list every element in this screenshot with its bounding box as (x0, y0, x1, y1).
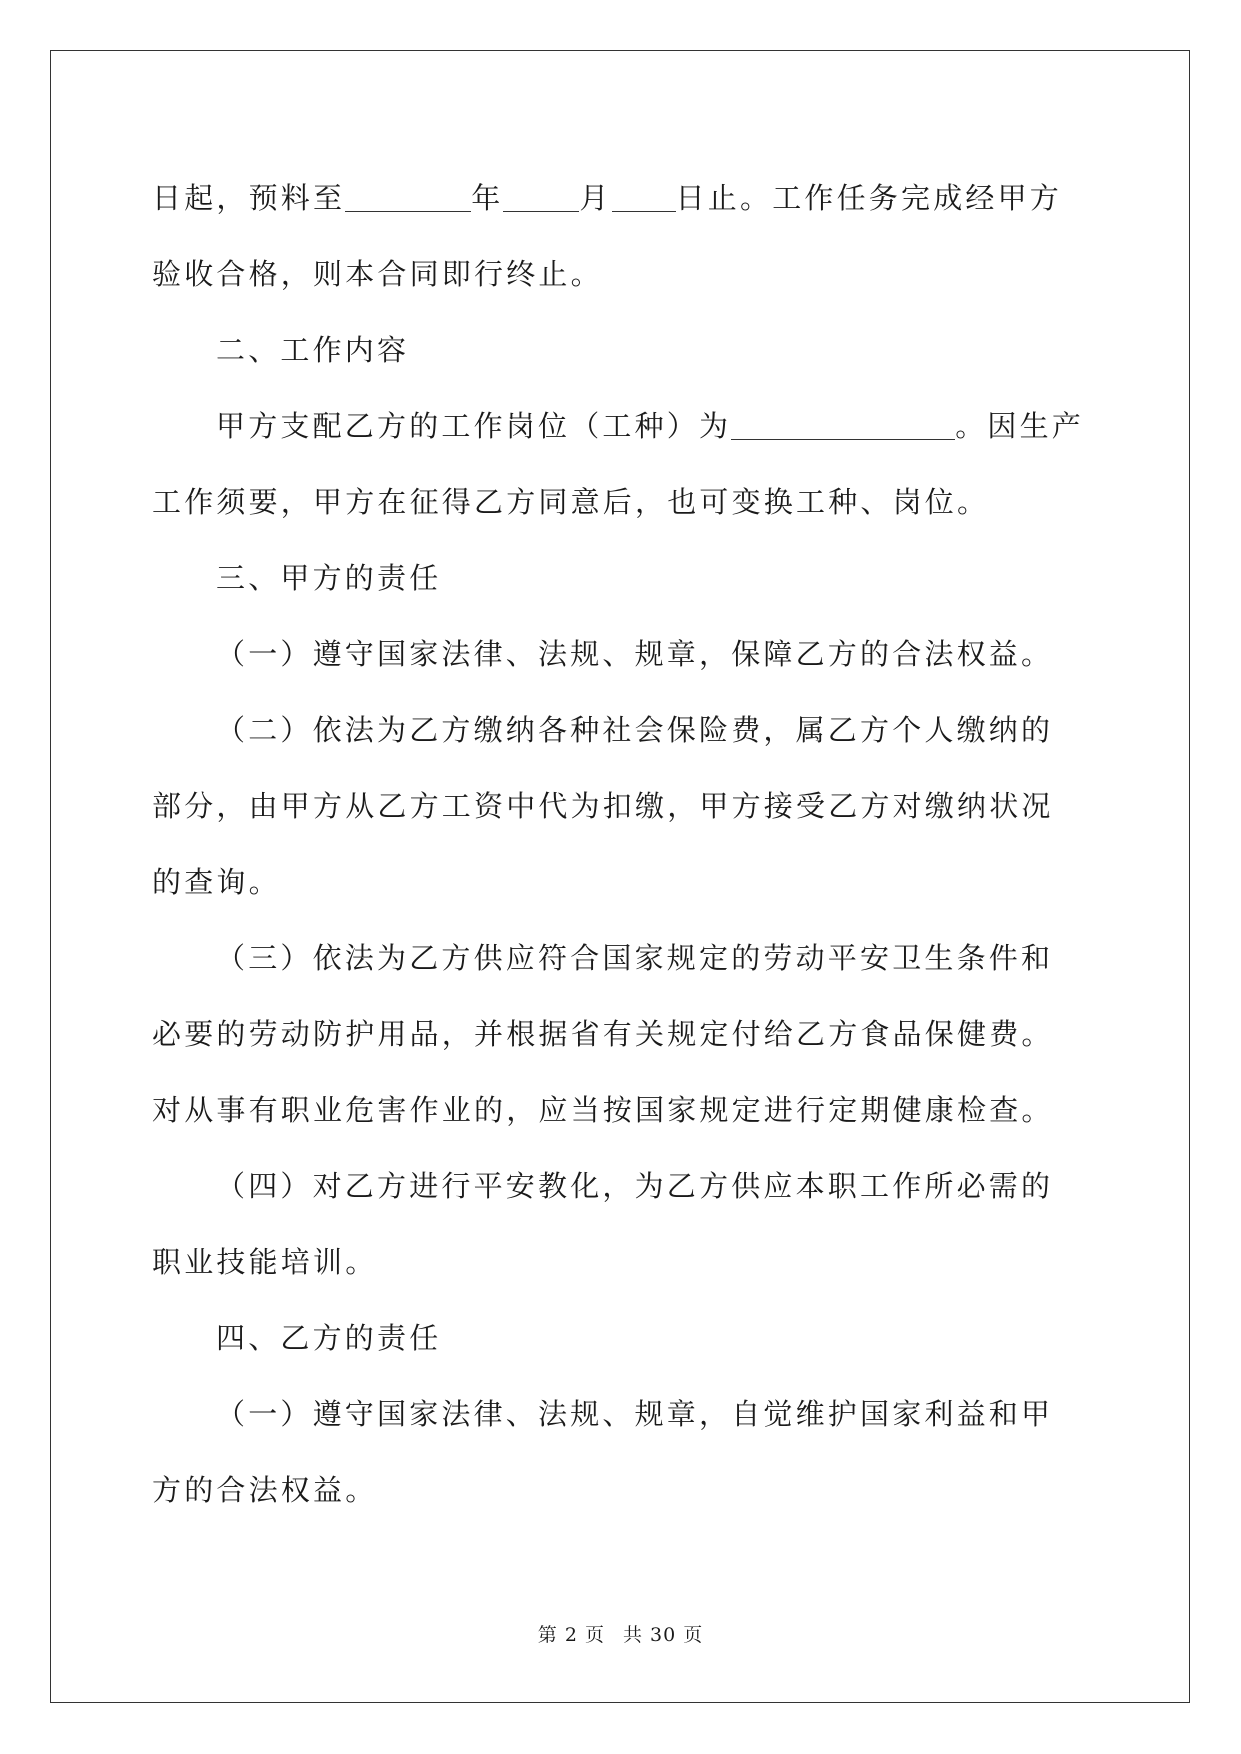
document-body (152, 160, 1084, 1528)
text-segment: 日起，预料至 (152, 181, 346, 215)
text-segment: 甲方支配乙方的工作岗位（工种）为 (216, 409, 732, 443)
text-segment: 日止。工作任务完成经甲方验收合格，则本合同即行终止。 (152, 181, 1063, 291)
section-title-party-a-duties: 三、甲方的责任 (216, 561, 442, 595)
page-total: 共 30 页 (622, 1624, 704, 1646)
blank-position (731, 409, 955, 440)
clause-b-1: （一）遵守国家法律、法规、规章，自觉维护国家利益和甲方的合法权益。 (152, 1397, 1054, 1507)
blank-month (503, 181, 579, 212)
blank-day (612, 181, 676, 212)
text-segment: 。因生产工作须要，甲方在征得乙方同意后，也可变换工种、岗位。 (152, 409, 1085, 519)
clause-a-2: （二）依法为乙方缴纳各种社会保险费，属乙方个人缴纳的部分，由甲方从乙方工资中代为扣缴，甲方接受乙方对缴纳状况的查询。 (152, 713, 1054, 899)
clause-a-1: （一）遵守国家法律、法规、规章，保障乙方的合法权益。 (216, 637, 1054, 671)
paragraph-work-position (152, 388, 1084, 540)
clause-a-4: （四）对乙方进行平安教化，为乙方供应本职工作所必需的职业技能培训。 (152, 1169, 1054, 1279)
section-title-party-b-duties: 四、乙方的责任 (216, 1321, 442, 1355)
page-footer (0, 1620, 1241, 1647)
paragraph-term-end (152, 160, 1084, 312)
section-title-work-content: 二、工作内容 (216, 333, 410, 367)
text-segment: 月 (579, 181, 612, 215)
blank-year (345, 181, 471, 212)
clause-a-3: （三）依法为乙方供应符合国家规定的劳动平安卫生条件和必要的劳动防护用品，并根据省有关规定付给乙方食品保健费。对从事有职业危害作业的，应当按国家规定进行定期健康检查。 (152, 941, 1054, 1127)
page-number: 第 2 页 (537, 1624, 605, 1646)
text-segment: 年 (471, 181, 504, 215)
